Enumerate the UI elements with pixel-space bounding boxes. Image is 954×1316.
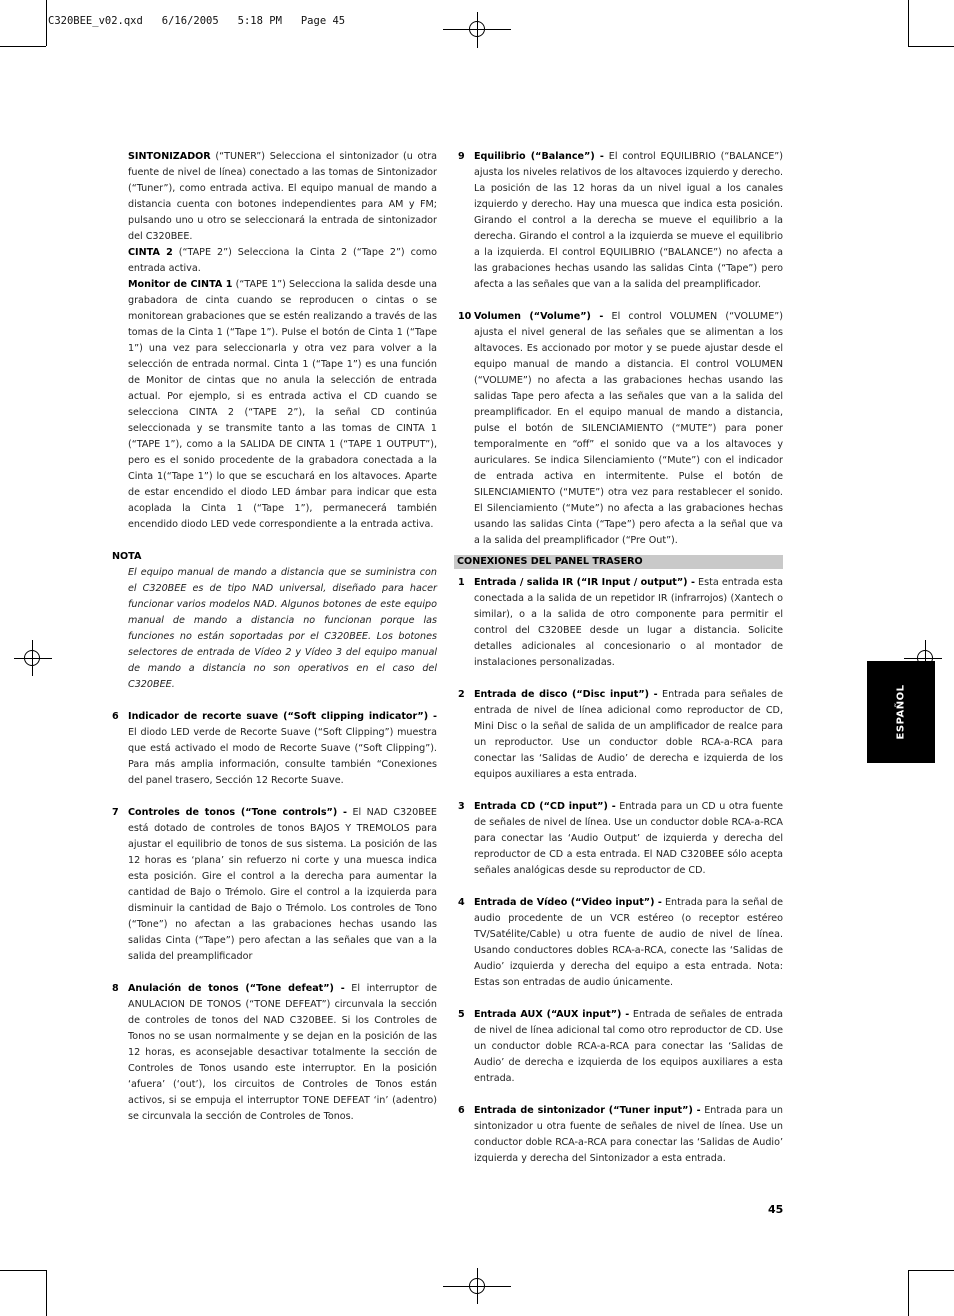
item-number: 6 [112, 711, 119, 722]
term-label: Monitor de CINTA 1 [128, 279, 233, 290]
crop-mark [46, 0, 47, 46]
term-text: (“TAPE 1”) Selecciona la salida desde una grabadora de cinta cuando se reproducen o cintas o se monitorean grabaciones que se estén realizando a través de las tomas de la Cinta 1 (“Tape 1”). Pulse el botón de Cinta 1 (“Tape 1”) una vez para seleccionarla y otra vez para volver a la selección de entrada normal. Cinta 1 (“Tape 1”) es una función de Monitor de cintas que no anula la selección de entrada actual. Por ejemplo, si es entrada activa el CD cuando se selecciona CINTA 2 (“TAPE 2”), la señal CD continúa seleccionada y se transmite tanto a las tomas de CINTA 1 (“TAPE 1”), como a la SALIDA DE CINTA 1 (“TAPE 1 OUTPUT”), pero es el sonido procedente de la grabadora conectada a la Cinta 1(“Tape 1”) lo que se escuchará en los altavoces. Aparte de estar encendido el diodo LED ámbar para indicar que esta acoplada la Cinta 1 (“Tape 1”), permanecerá también encendido diodo LED vede correspondiente a la entrada activa. [128, 279, 438, 530]
crop-mark [0, 1270, 46, 1271]
item-title: Entrada de disco (“Disc input”) - [474, 689, 658, 700]
list-item-rear-2 [458, 687, 783, 783]
item-text: Entrada de señales de entrada de nivel de línea adicional tal como otro reproductor de CD. Use un conductor doble RCA-a-RCA para conectar las ‘Salidas de Audio’ de derecha e izquierda de los equipos auxiliares a esta entrada. [474, 1009, 783, 1084]
list-item-rear-3 [458, 799, 783, 879]
item-title: Controles de tonos (“Tone controls”) - [128, 807, 347, 818]
term-label: CINTA 2 [128, 247, 173, 258]
item-number: 7 [112, 807, 119, 818]
item-number: 9 [458, 151, 465, 162]
crop-mark [908, 0, 909, 46]
item-text: Esta entrada esta conectada a la salida de un repetidor IR (infrarrojos) (Xantech o similar), o a la salida de otro componente para permitir el control del C320BEE desde un lugar a distancia. Solicite detalles adicionales al concesionario o al montador de instalaciones personalizadas. [474, 577, 783, 668]
item-title: Entrada de Vídeo (“Video input”) - [474, 897, 662, 908]
list-item-9 [458, 149, 783, 293]
item-text: El diodo LED verde de Recorte Suave (“Soft Clipping”) muestra que está activado el modo de Recorte Suave (“Soft Clipping”). Para más amplia información, consulte también “Conexiones del panel trasero, Sección 12 Recorte Suave. [128, 727, 437, 786]
language-tab [867, 661, 935, 763]
list-item-rear-1 [458, 575, 783, 671]
item-number: 8 [112, 983, 119, 994]
crop-mark [0, 46, 46, 47]
list-item-rear-6 [458, 1103, 783, 1167]
crop-mark [908, 1270, 954, 1271]
term-label: SINTONIZADOR [128, 151, 211, 162]
term-text: (“TAPE 2”) Selecciona la Cinta 2 (“Tape 2”) como entrada activa. [128, 247, 437, 274]
item-title: Entrada de sintonizador (“Tuner input”) - [474, 1105, 701, 1116]
list-item-7 [112, 805, 437, 965]
left-column [112, 149, 437, 1125]
item-title: Anulación de tonos (“Tone defeat”) - [128, 983, 345, 994]
item-title: Equilibrio (“Balance”) - [474, 151, 604, 162]
item-title: Entrada CD (“CD input”) - [474, 801, 616, 812]
item-title: Entrada AUX (“AUX input”) - [474, 1009, 630, 1020]
paragraph-sintonizador [112, 149, 437, 245]
crop-mark [908, 1270, 909, 1316]
list-item-10 [458, 309, 783, 549]
crop-mark [46, 1270, 47, 1316]
list-item-rear-4 [458, 895, 783, 991]
item-number: 1 [458, 577, 465, 588]
paragraph-cinta2 [112, 245, 437, 277]
item-title: Volumen (“Volume”) - [474, 311, 604, 322]
note-body: El equipo manual de mando a distancia que se suministra con el C320BEE es de tipo NAD universal, diseñado para hacer funcionar varios modelos NAD. Algunos botones de este equipo manual de mando a distancia no funcionan porque las funciones no están soportadas por el C320BEE. Los botones selectores de entrada de Vídeo 2 y Vídeo 3 del equipo manual de mando a distancia no son operativos en el caso del C320BEE. [128, 567, 437, 690]
file-slug: C320BEE_v02.qxd 6/16/2005 5:18 PM Page 45 [48, 15, 346, 27]
crop-mark [908, 46, 954, 47]
list-item-6 [112, 709, 437, 789]
item-text: Entrada para la señal de audio procedente de un VCR estéreo (o receptor estéreo TV/Satélite/Cable) u otra fuente de audio de nivel de línea. Usando conductores dobles RCA-a-RCA, conecte las ‘Salidas de Audio’ izquierda y derecha del equipo a esta entrada. Nota: Estas son entradas de audio únicamente. [474, 897, 783, 988]
item-text: Entrada para un sintonizador u otra fuente de señales de nivel de línea. Use un conductor doble RCA-a-RCA para conectar las ‘Salidas de Audio’ izquierda y derecha del Sintonizador a esta entrada. [474, 1105, 783, 1164]
item-number: 2 [458, 689, 465, 700]
right-column [458, 149, 783, 1167]
note-title: NOTA [112, 551, 142, 562]
item-title: Entrada / salida IR (“IR Input / output”) - [474, 577, 695, 588]
item-text: El control VOLUMEN (“VOLUME”) ajusta el nivel general de las señales que se alimentan a los altavoces. Es accionado por motor y se puede ajustar desde el equipo manual de mando a distancia. El control VOLUMEN (“VOLUME”) no afecta a las grabaciones hechas usando las salidas Tape pero afecta a las señales que van a la salida del preamplificador. En el equipo manual de mando a distancia, pulse el botón de SILENCIAMIENTO (“MUTE”) para poner temporalmente en “off” el sonido que va a los altavoces y auriculares. Se indica Silenciamiento (“Mute”) con el indicador de entrada activa en intermitente. Pulse el botón de SILENCIAMIENTO (“MUTE”) otra vez para restablecer el sonido. El Silenciamiento (“Mute”) no afecta a las grabaciones hechas usando las salidas Cinta (“Tape”) pero afecta a la señal que va a la salida del preamplificador (“Pre Out”). [474, 311, 783, 546]
section-heading: CONEXIONES DEL PANEL TRASERO [454, 555, 783, 569]
term-text: (“TUNER”) Selecciona el sintonizador (u otra fuente de nivel de línea) conectado a las tomas de Sintonizador (“Tuner”), como entrada activa. El equipo manual de mando a distancia cuenta con botones independientes para AM y FM; pulsando uno u otro se seleccionará la entrada de sintonizador del C320BEE. [128, 151, 437, 242]
item-text: Entrada para un CD u otra fuente de señales de nivel de línea. Use un conductor doble RCA-a-RCA para conectar las ‘Audio Output’ de izquierda y derecha del reproductor de CD a esta entrada. El NAD C320BEE sólo acepta señales analógicas desde su reproductor de CD. [474, 801, 783, 876]
list-item-rear-5 [458, 1007, 783, 1087]
item-number: 3 [458, 801, 465, 812]
item-text: El NAD C320BEE está dotado de controles de tonos BAJOS Y TREMOLOS para ajustar el equilibrio de tonos de sus sistema. La posición de las 12 horas es ‘plana’ sin refuerzo ni corte y una muesca indica esta posición. Gire el control a la derecha para aumentar la cantidad de Bajo o Trémolo. Gire el control a la izquierda para disminuir la cantidad de Bajo o Trémolo. Los controles de Tono (“Tone”) no afectan a las grabaciones hechas usando las salidas Cinta (“Tape”) pero afectan a las señales que van a la salida del preamplificador [128, 807, 437, 962]
item-number: 4 [458, 897, 465, 908]
item-number: 6 [458, 1105, 465, 1116]
paragraph-monitor-cinta1 [112, 277, 437, 533]
list-item-8 [112, 981, 437, 1125]
item-title: Indicador de recorte suave (“Soft clipping indicator”) - [128, 711, 437, 722]
item-text: El control EQUILIBRIO (“BALANCE”) ajusta los niveles relativos de los altavoces izquierdo y derecho. La posición de las 12 horas da un nivel igual a los canales izquierdo y derecho. Hay una muesca que indica esta posición. Girando el control a la derecha se mueve el equilibrio a la derecha. Girando el control a la izquierda se mueve el equilibrio a la izquierda. El control EQUILIBRIO (“BALANCE”) no afecta a las grabaciones hechas usando las salidas Cinta (“Tape”) pero afecta a las señales que van a la salida del preamplificador. [474, 151, 783, 290]
language-tab-label: ESPAÑOL [895, 684, 907, 740]
item-text: Entrada para señales de entrada de nivel de línea adicional como reproductor de CD, Mini Disc o la señal de salida de un amplificador de realce para un reproductor. Use un conductor doble RCA-a-RCA para conectar las ‘Salidas de Audio’ de derecha e izquierda de los equipos auxiliares a esta entrada. [474, 689, 783, 780]
item-number: 10 [458, 311, 472, 322]
item-number: 5 [458, 1009, 465, 1020]
item-text: El interruptor de ANULACION DE TONOS (“TONE DEFEAT”) circunvala la sección de controles de tonos del NAD C320BEE. Si los Controles de Tonos no se usan normalmente y se dejan en la posición de las 12 horas, es aconsejable desactivar totalmente la sección de Controles de Tonos usando este interruptor. En la posición ‘afuera’ (‘out’), los circuitos de Controles de Tonos están activos, si se empuja el interruptor TONE DEFEAT ‘in’ (adentro) se circunvala la sección de Controles de Tonos. [128, 983, 437, 1122]
page-number: 45 [768, 1203, 784, 1216]
